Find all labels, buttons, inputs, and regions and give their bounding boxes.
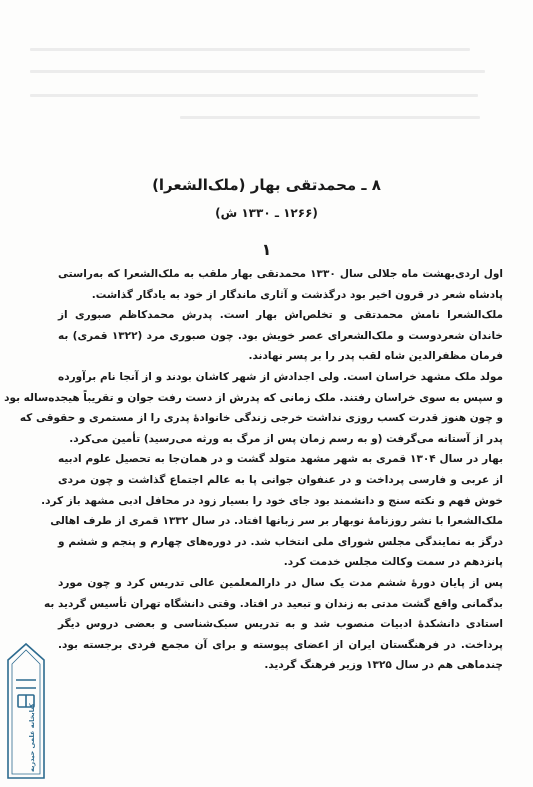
bleed-through-line: [180, 116, 480, 119]
paragraph-line: پرداخت. در فرهنگستان ایران از اعضای پیوسته و برای آن مجمع فردی برجسته بود.: [58, 638, 503, 651]
stamp-caption: کتابخانه علمی حیدریه: [28, 703, 36, 772]
paragraph-line: بدگمانی واقع گشت مدتی به زندان و تبعید در افتاد. وقتی دانشگاه تهران تأسیس گردید به: [43, 597, 503, 610]
paragraph-line: از عربی و فارسی پرداخت و در عنفوان جوانی پا به عالم اجتماع گذاشت و چون مردی: [58, 473, 503, 486]
paragraph-line: پس از پایان دورهٔ ششم مدت یک سال در دارالمعلمین عالی تدریس کرد و چون مورد: [58, 576, 503, 589]
paragraph-line: و چون هنوز قدرت کسب روزی نداشت خرجی زندگی خانوادهٔ پدری را از مستمری و حقوقی که: [19, 412, 503, 425]
paragraph-line: بهار در سال ۱۳۰۴ قمری به شهر مشهد متولد گشت و در همان‌جا به تحصیل علوم ادبیه: [58, 453, 504, 466]
chapter-dates: (۱۲۶۶ ـ ۱۳۳۰ ش): [215, 206, 318, 220]
paragraph-line: خوش فهم و نکته سنج و دانشمند بود جای خود را بسیار زود در محافل ادبی مشهد باز کرد.: [41, 494, 503, 507]
paragraph-line: ملک‌الشعرا با نشر روزنامهٔ نوبهار بر سر زبانها افتاد. در سال ۱۳۳۲ قمری از طرف اهالی: [50, 515, 503, 528]
bleed-through-line: [30, 94, 478, 97]
paragraph-line: استادی دانشکدهٔ ادبیات منصوب شد و به تدریس سبک‌شناسی و بعضی دروس دیگر: [58, 618, 503, 631]
bleed-through-line: [30, 70, 485, 73]
paragraph-line: ملک‌الشعرا نامش محمدتقی و تخلص‌اش بهار است. پدرش محمدکاظم صبوری از: [58, 309, 503, 322]
bleed-through-line: [30, 48, 470, 51]
paragraph-line: فرمان مظفرالدین شاه لقب پدر را بر پسر نهادند.: [248, 350, 503, 363]
library-stamp-icon: [4, 640, 48, 782]
body-text: [4, 264, 504, 676]
paragraph-line: و سپس به سوی خراسان رفتند. ملک زمانی که پدرش از دست رفت جوان و تقریباً هیجده‌ساله بود: [4, 391, 503, 404]
paragraph-line: پدر از آستانه می‌گرفت (و به رسم زمان پس از مرگ به ورثه می‌رسید) تأمین می‌کرد.: [69, 432, 503, 445]
paragraph-line: اول اردی‌بهشت ماه جلالی سال ۱۳۳۰ محمدتقی بهار ملقب به ملک‌الشعرا که به‌راستی: [58, 268, 503, 280]
paragraph-line: پادشاه شعر در قرون اخیر بود درگذشت و آثاری ماندگار از خود به یادگار گذاشت.: [91, 288, 503, 301]
paragraph-line: خاندان شعردوست و ملک‌الشعرای عصر خویش بود. چون صبوری مرد (۱۳۲۲ قمری) به: [58, 329, 503, 342]
paragraph-line: مولد ملک مشهد خراسان است. ولی اجدادش از شهر کاشان بودند و از آنجا نام برآورده: [58, 370, 503, 383]
paragraph-line: چندماهی هم در سال ۱۳۲۵ وزیر فرهنگ گردید.: [264, 659, 503, 672]
paragraph-line: پانزدهم در سمت وکالت مجلس خدمت کرد.: [283, 556, 503, 569]
chapter-title: ۸ ـ محمدتقی بهار (ملک‌الشعرا): [152, 176, 381, 194]
section-number: ۱: [261, 240, 272, 259]
paragraph-line: درگز به نمایندگی مجلس شورای ملی انتخاب شد. در دوره‌های چهارم و پنجم و ششم و: [58, 535, 503, 548]
